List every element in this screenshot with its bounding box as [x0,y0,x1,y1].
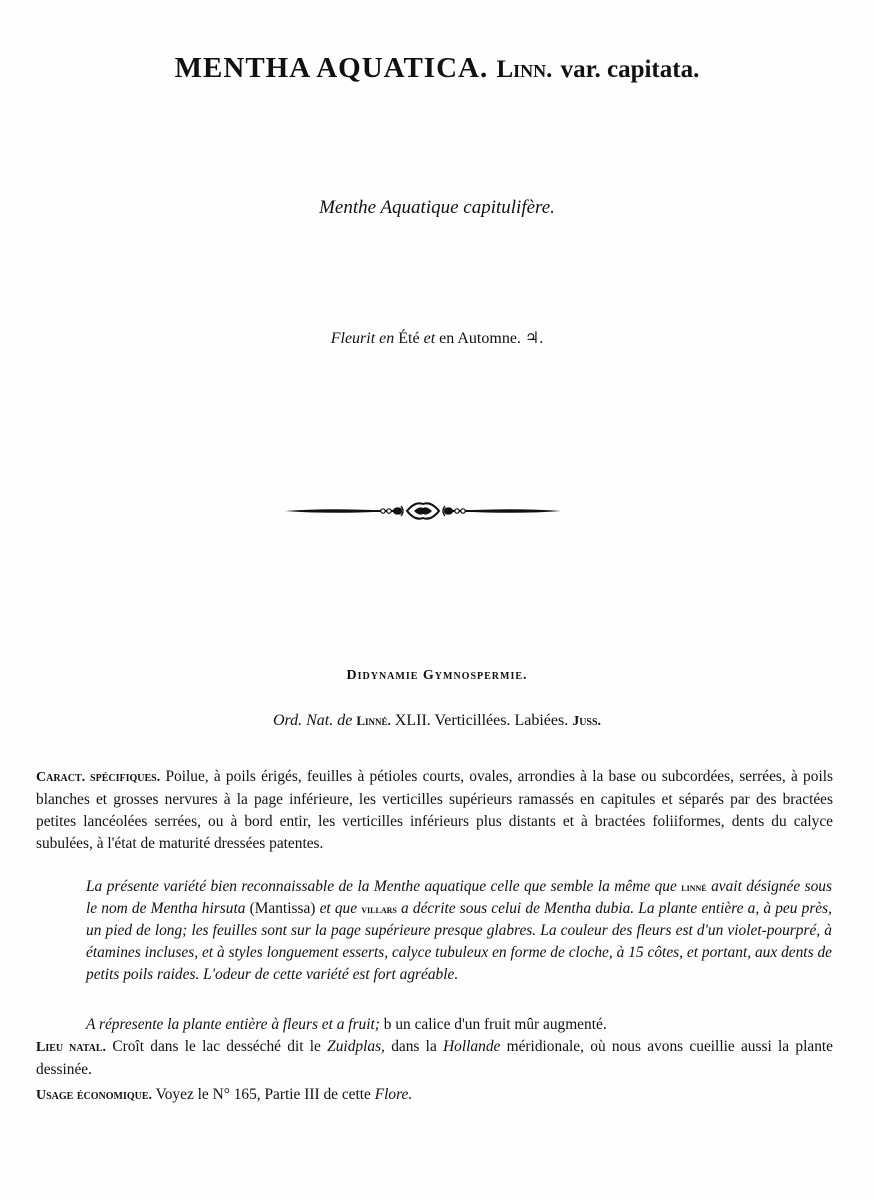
desc-mantissa: (Mantissa) [249,900,316,917]
desc-villars: villars [361,902,397,916]
order-juss: Juss. [572,714,602,729]
ornament-divider-icon [283,498,563,524]
flowering-w2: en [379,330,395,347]
figure-part-2: b un calice d'un fruit mûr augmenté. [383,1016,607,1033]
lieu-place-2: Hollande [443,1038,501,1055]
species-author: Linn. [496,56,553,83]
flowering-w5: en Automne. [439,330,521,347]
species-name: MENTHA AQUATICA. [174,52,489,84]
order-label: Ord. Nat. de [272,712,353,729]
specific-characters [36,766,833,855]
bleed-through-left [22,590,232,612]
figure-part-1: A répresente la plante entière à fleurs et a fruit; [86,1016,380,1033]
flowering-w3: Été [398,330,420,347]
lieu-label: Lieu natal. [36,1040,107,1055]
order-rest: XLII. Verticillées. Labiées. [394,712,569,729]
flowering-w1: Fleurit [330,330,376,347]
french-name: Menthe Aquatique capitulifère. [319,197,555,218]
linnaean-class: Didynamie Gymnospermie. [346,668,528,683]
usage-label: Usage économique. [36,1088,153,1103]
lieu-text-1: Croît dans le lac desséché dit le [112,1038,321,1055]
caract-text: Poilue, à poils érigés, feuilles à pétioles courts, ovales, arrondies à la base ou subcordées, serrées, à poils blanches et grosses nervures à la page inférieure, les verticilles supérieurs ramassés en capitules et séparés par des bractées petites lancéolées serrées, ou à bord entir, les verticilles inférieurs plus distants et à bractées foliiformes, dents du calyce subulées, à l'état de maturité dressées patentes. [36,768,833,852]
species-variety: var. capitata. [560,56,700,83]
usage-flore: Flore. [374,1086,413,1103]
natural-order [0,712,874,730]
native-location [36,1036,833,1081]
desc-linne: linné [681,880,707,894]
economic-use [36,1084,833,1107]
lieu-text-3: méridionale, où nous avons cueillie aussi la plante dessinée. [36,1038,833,1078]
order-linne: Linné. [356,713,391,728]
caract-label: Caract. spécifiques. [36,770,161,785]
page-title [0,52,874,85]
desc-part-4: a décrite sous celui de Mentha dubia. La plante entière a, à peu près, un pied de long; les feuilles sont sur la page supérieure presque glabres. La couleur des fleurs est d'un violet-pourpré, à étamines incluses, et à styles longuement esserts, calyce tubuleux en forme de cloche, à 15 côtes, et portant, aux dents de petits poils raides. L'odeur de cette variété est fort agréable. [86,900,832,983]
desc-part-1: La présente variété bien reconnaissable de la Menthe aquatique celle que semble la même que [86,878,677,895]
lieu-place-1: Zuidplas, [327,1038,385,1055]
flowering-time [0,328,874,348]
lieu-text-2: dans la [391,1038,437,1055]
figure-legend [86,1014,832,1036]
flowering-w4: et [423,330,436,347]
desc-part-3: et que [319,900,358,917]
usage-text: Voyez le N° 165, Partie III de cette [155,1086,371,1103]
variety-description [86,876,832,986]
desc-part-2: avait désignée sous le nom de Mentha hirsuta [86,878,832,917]
perennial-symbol: ♃. [524,330,544,347]
